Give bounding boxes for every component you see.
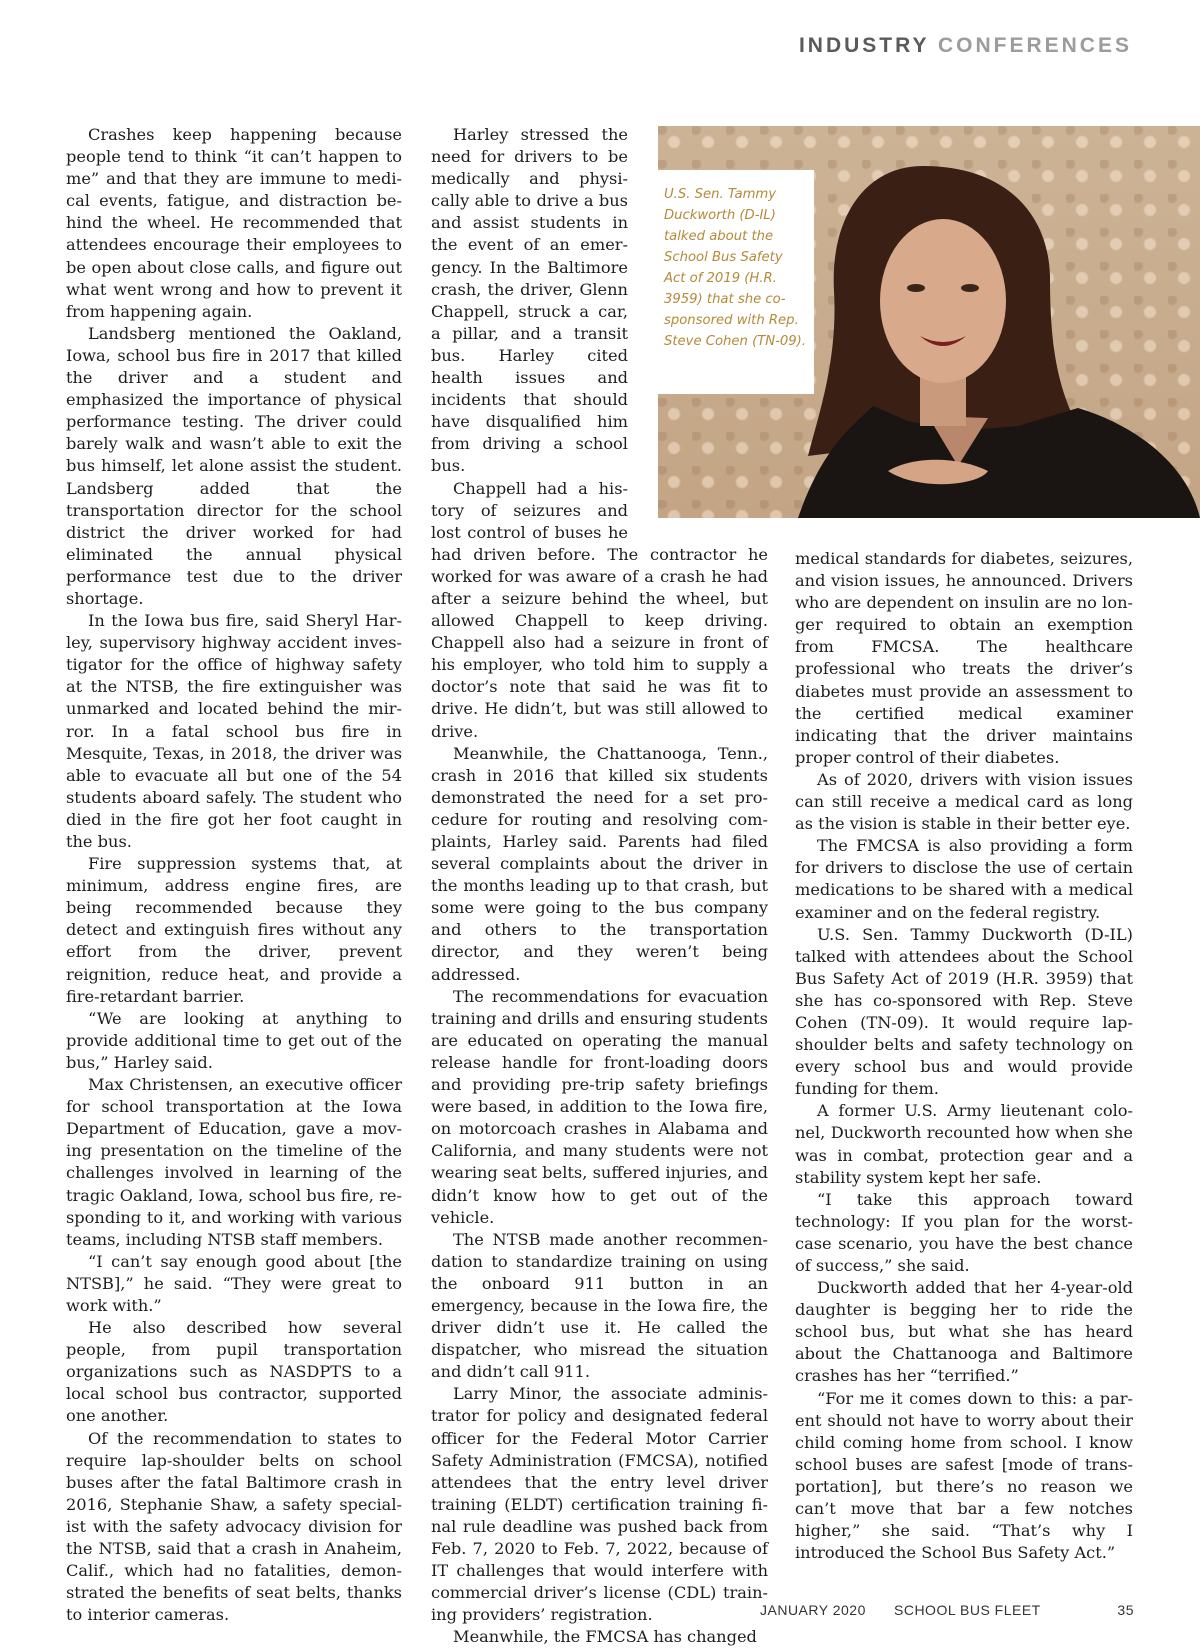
paragraph: Max Christensen, an executive officer for school transportation at the Iowa Department of Education, gave a moving presentation on the timeline of the challenges involved in learning of the tragic Oakland, Iowa, school bus fire, responding to it, and working with various teams, including NTSB staff members. xyxy=(66,1075,402,1249)
paragraph: “We are looking at anything to provide additional time to get out of the bus,” Harley said. xyxy=(66,1008,402,1072)
paragraph: Crashes keep happening because people tend to think “it can’t happen to me” and that they are immune to medical events, fatigue, and distraction behind the wheel. He recommended that attendees encourage their employees to be open about close calls, and figure out what went wrong and how to prevent it from happening again. xyxy=(66,125,402,321)
paragraph: The recommendations for evacuation training and drills and ensuring students are educated on operating the manual release handle for front-loading doors and providing pre-trip safety briefings were based, in addition to the Iowa fire, on motorcoach crashes in Alabama and California, and many students were not wearing seat belts, suffered injuries, and didn’t know how to get out of the vehicle. xyxy=(431,986,768,1227)
article-column-1 xyxy=(66,124,402,1626)
paragraph: Duckworth added that her 4-year-old daughter is begging her to ride the school bus, but what she has heard about the Chattanooga and Baltimore crashes has her “terrified.” xyxy=(795,1278,1133,1386)
section-label xyxy=(799,34,1132,58)
paragraph: Meanwhile, the FMCSA has changed xyxy=(453,1627,757,1647)
paragraph: He also described how several people, from pupil transportation organizations such as NASDPTS to a local school bus contractor, supported one another. xyxy=(66,1318,402,1426)
photo-caption: U.S. Sen. Tammy Duckworth (D-IL) talked about the School Bus Safety Act of 2019 (H.R. 3959) that she co-sponsored with Rep. Steve Cohen (TN-09). xyxy=(658,170,814,394)
paragraph: “I take this approach toward technology: If you plan for the worst-case scenario, you have the best chance of success,” she said. xyxy=(795,1189,1133,1275)
paragraph: U.S. Sen. Tammy Duckworth (D-IL) talked with attendees about the School Bus Safety Act of 2019 (H.R. 3959) that she has co-sponsored with Rep. Steve Cohen (TN-09). It would require lap-shoulder belts and safety technology on every school bus and would provide funding for them. xyxy=(795,924,1133,1099)
paragraph: Chappell had a history of seizures and lost control of buses he had driven before. The contractor he worked for was aware of a crash he had after a seizure behind the wheel, but allowed Chappell to keep driving. Chappell also had a seizure in front of his employer, who told him to supply a doctor’s note that said he was fit to drive. He didn’t, but was still allowed to drive. xyxy=(431,478,768,741)
paragraph: Of the recommendation to states to require lap-shoulder belts on school buses after the fatal Baltimore crash in 2016, Stephanie Shaw, a safety specialist with the safety advocacy division for the NTSB, said that a crash in Anaheim, Calif., which had no fatalities, demonstrated the benefits of seat belts, thanks to interior cameras. xyxy=(66,1428,402,1625)
paragraph: Landsberg mentioned the Oakland, Iowa, school bus fire in 2017 that killed the driver and a student and emphasized the importance of physical performance testing. The driver could barely walk and wasn’t able to exit the bus himself, let alone assist the student. Landsberg added that the transportation director for the school district the driver worked for had eliminated the annual physical performance test due to the driver shortage. xyxy=(66,323,402,608)
paragraph: Larry Minor, the associate administrator for policy and designated federal officer for the Federal Motor Carrier Safety Administration (FMCSA), notified attendees that the entry level driver training (ELDT) certification training final rule deadline was pushed back from Feb. 7, 2020 to Feb. 7, 2022, because of IT challenges that would interfere with commercial driver’s license (CDL) training providers’ registration. xyxy=(431,1384,768,1625)
paragraph: As of 2020, drivers with vision issues can still receive a medical card as long as the vision is stable in their better eye. xyxy=(795,769,1133,834)
photo-wrap-space xyxy=(628,124,768,530)
paragraph: A former U.S. Army lieutenant colonel, Duckworth recounted how when she was in combat, protection gear and a stability system kept her safe. xyxy=(795,1101,1133,1187)
article-column-3 xyxy=(795,548,1133,1564)
paragraph: Meanwhile, the Chattanooga, Tenn., crash in 2016 that killed six students demonstrated the need for a set procedure for routing and resolving complaints, Harley said. Parents had filed several complaints about the driver in the months leading up to that crash, but some were going to the bus company and others to the transportation director, and they weren’t being addressed. xyxy=(431,743,768,984)
article-column-2 xyxy=(431,124,768,1648)
section-label-word-2: CONFERENCES xyxy=(937,34,1132,57)
paragraph: Harley stressed the need for drivers to be medically and physically able to drive a bus and assist students in the event of an emergency. In the Baltimore crash, the driver, Glenn Chappell, struck a car, a pillar, and a transit bus. Harley cited health issues and incidents that should have disqualified him from driving a school bus. xyxy=(431,125,628,476)
magazine-name: SCHOOL BUS FLEET xyxy=(894,1602,1041,1618)
paragraph: In the Iowa bus fire, said Sheryl Harley, supervisory highway accident investigator for the office of highway safety at the NTSB, the fire extinguisher was unmarked and located behind the mirror. In a fatal school bus fire in Mesquite, Texas, in 2018, the driver was able to evacuate all but one of the 54 students aboard safely. The student who died in the fire got her foot caught in the bus. xyxy=(66,611,402,851)
paragraph: medical standards for diabetes, seizures, and vision issues, he announced. Drivers who are dependent on insulin are no longer required to obtain an exemption from FMCSA. The healthcare professional who treats the driver’s diabetes must provide an assessment to the certified medical examiner indicating that the driver maintains proper control of their diabetes. xyxy=(795,549,1133,767)
paragraph: Fire suppression systems that, at minimum, address engine fires, are being recommended because they detect and extinguish fires without any effort from the driver, prevent reignition, reduce heat, and provide a fire-retardant barrier. xyxy=(66,854,402,1006)
section-label-word-1: INDUSTRY xyxy=(798,34,930,57)
page-number: 35 xyxy=(1117,1602,1134,1618)
paragraph: The FMCSA is also providing a form for drivers to disclose the use of certain medications to be shared with a medical examiner and on the federal registry. xyxy=(795,836,1133,922)
paragraph: “I can’t say enough good about [the NTSB],” he said. “They were great to work with.” xyxy=(66,1251,402,1315)
paragraph: “For me it comes down to this: a parent should not have to worry about their child coming home from school. I know school buses are safest [mode of transportation], but there’s no reason we can’t move that bar a few notches higher,” she said. “That’s why I introduced the School Bus Safety Act.” xyxy=(795,1388,1133,1563)
paragraph: The NTSB made another recommendation to standardize training on using the onboard 911 button in an emergency, because in the Iowa fire, the driver didn’t use it. He called the dispatcher, who misread the situation and didn’t call 911. xyxy=(431,1229,768,1382)
issue-date: JANUARY 2020 xyxy=(760,1602,866,1618)
